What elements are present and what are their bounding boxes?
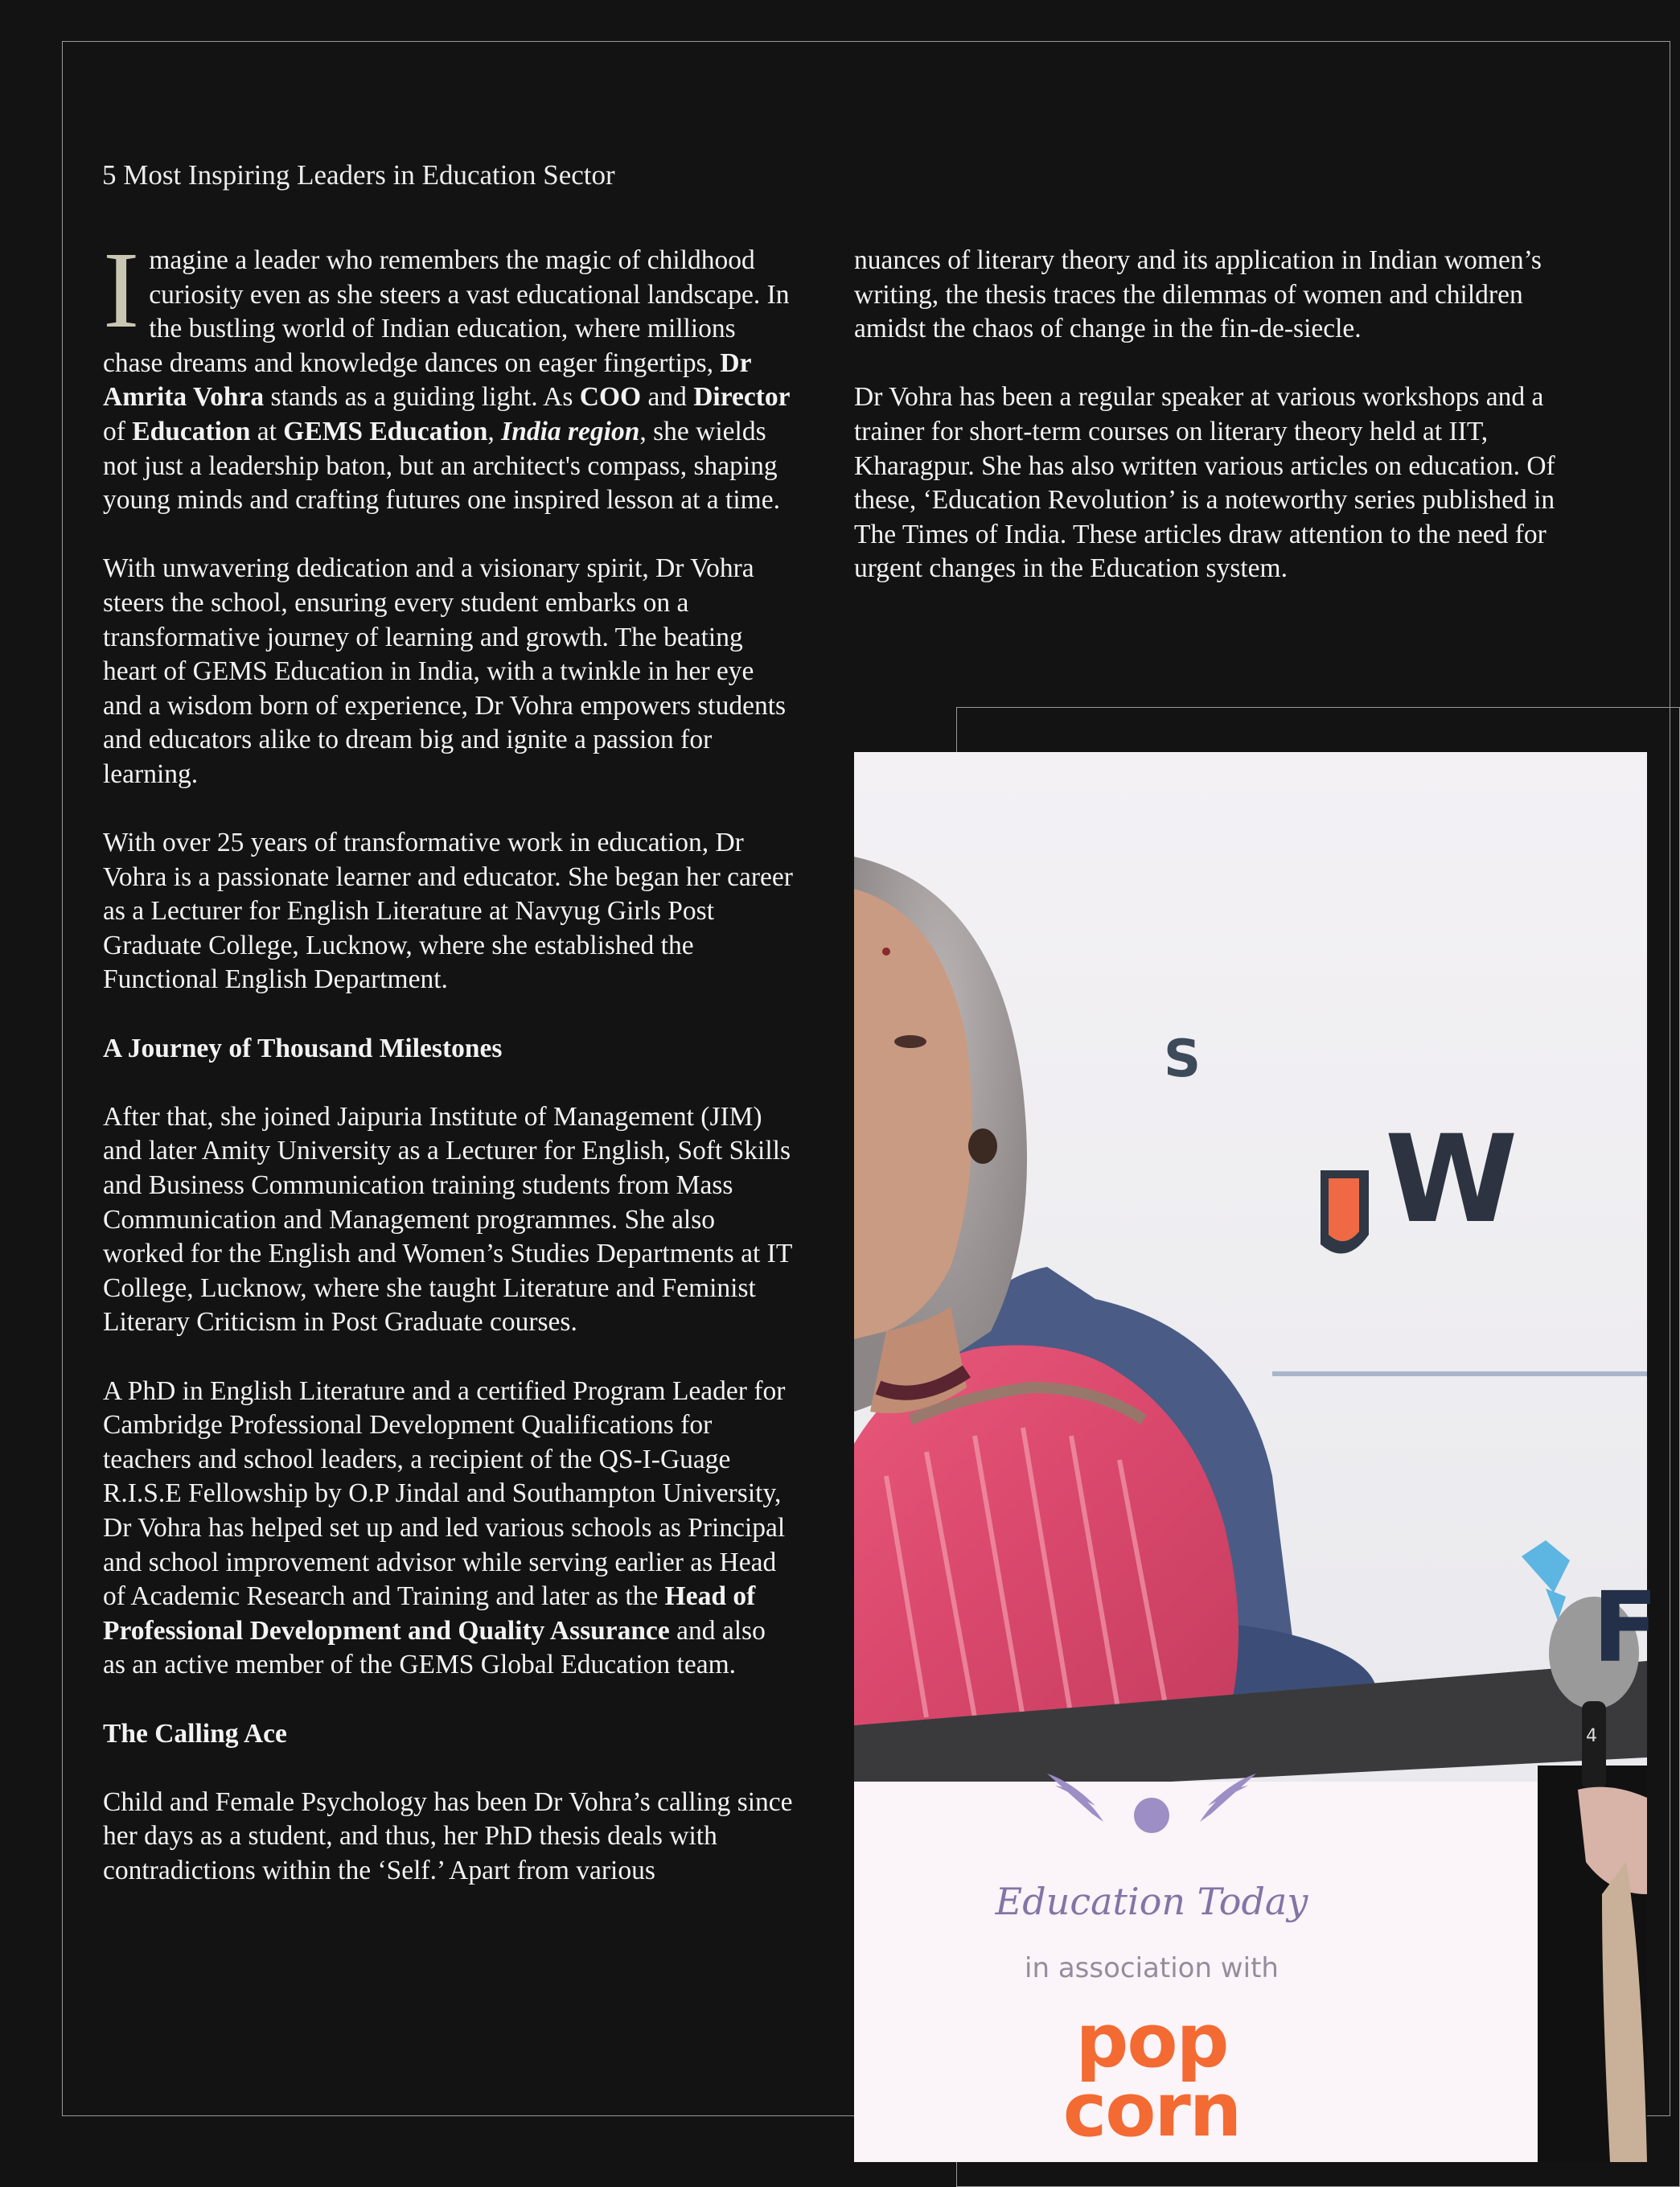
backdrop-stripe: [1272, 1371, 1647, 1376]
article-column-right: [854, 244, 1562, 621]
role-director: Director: [693, 382, 791, 413]
podium-sponsor: [999, 1998, 1304, 2153]
leader-photo: [854, 752, 1658, 2162]
photo-illustration: [854, 752, 1647, 2162]
paragraph-5-text: and also as an active member of the GEMS Global Education team.: [103, 1615, 766, 1680]
organization-name: GEMS Education: [283, 416, 488, 446]
paragraph-5-text: A PhD in English Literature and a certified Program Leader for Cambridge Professional Development Qualifications for teachers and school leaders, a recipient of the QS-I-Guage R.I.S.E Fellowship by O.P Jindal and Southampton University, Dr Vohra has helped set up and led various schools as Principal and school improvement advisor while serving earlier as Head of Academic Research and Training and later as the: [103, 1375, 786, 1612]
backdrop-letter-s: S: [1164, 1030, 1201, 1089]
role-education: Education: [132, 416, 251, 446]
intro-text: stands as a guiding light. As: [264, 382, 580, 413]
paragraph-2: With unwavering dedication and a visionary spirit, Dr Vohra steers the school, ensuring every student embarks on a transformative journey of learning and growth. The beating heart of GEMS Education in India, with a twinkle in her eye and a wisdom born of experience, Dr Vohra empowers students and educators alike to dream big and ignite a passion for learning.: [103, 553, 787, 789]
paragraph-5: [103, 1375, 795, 1683]
sponsor-line-1: pop: [1075, 1998, 1228, 2084]
paragraph-8: Dr Vohra has been a regular speaker at various workshops and a trainer for short-term courses on literary theory held at IIT, Kharagpur. She has also written various articles on education. Of these, ‘Education Revolution’ is a noteworthy series published in The Times of India. These articles draw attention to the need for urgent changes in the Education system.: [854, 382, 1555, 584]
region-name: India region: [501, 416, 640, 446]
intro-paragraph: [103, 230, 795, 518]
intro-text: magine a leader who remembers the magic of childhood curiosity even as she steers a vast educational landscape. In the bustling world of Indian education, where millions chase dreams and knowledge dances on eager fingertips,: [103, 245, 790, 378]
earring: [968, 1128, 997, 1164]
backdrop-letter-f: F: [1592, 1572, 1658, 1684]
bindi: [882, 948, 890, 956]
drop-cap: I: [103, 230, 140, 351]
paragraph-3: With over 25 years of transformative work in education, Dr Vohra is a passionate learner and educator. She began her career as a Lecturer for English Literature at Navyug Girls Post Graduate College, Lucknow, where she established the Functional English Department.: [103, 828, 793, 995]
subheading-journey: A Journey of Thousand Milestones: [103, 1033, 503, 1063]
leader-name: Dr Amrita Vohra: [103, 347, 751, 413]
paragraph-6: Child and Female Psychology has been Dr Vohra’s calling since her days as a student, and thus, her PhD thesis deals with contradictions within the ‘Self.’ Apart from various: [103, 1786, 793, 1885]
subheading-calling-ace: The Calling Ace: [103, 1718, 287, 1749]
eye: [894, 1035, 926, 1048]
sponsor-line-2: corn: [1062, 2067, 1241, 2153]
podium-brand: Education Today: [995, 1880, 1308, 1923]
intro-text: and: [641, 382, 694, 413]
intro-text: , she wields not just a leadership baton, but an architect's compass, shaping young minds and crafting futures one inspired lesson at a time.: [103, 416, 780, 516]
intro-text: at: [250, 416, 284, 446]
intro-text: ,: [487, 416, 502, 446]
article-column-left: [103, 230, 795, 1922]
role-head-pd-qa: Head of Professional Development and Quality Assurance: [103, 1581, 756, 1646]
backdrop-letter-w: W: [1385, 1110, 1518, 1250]
globe-icon: [1134, 1798, 1169, 1833]
paragraph-7: nuances of literary theory and its application in Indian women’s writing, the thesis traces the dilemmas of women and children amidst the chaos of change in the fin-de-siecle.: [854, 245, 1542, 344]
intro-text: of: [103, 416, 133, 446]
section-header: 5 Most Inspiring Leaders in Education Sector: [102, 159, 615, 191]
podium-association: in association with: [1025, 1952, 1279, 1984]
role-coo: COO: [579, 382, 642, 413]
microphone-number: 4: [1586, 1726, 1597, 1746]
paragraph-4: After that, she joined Jaipuria Institute of Management (JIM) and later Amity University as a Lecturer for English, Soft Skills and Business Communication training students from Mass Communication and Management programmes. She also worked for the English and Women’s Studies Departments at IT College, Lucknow, where she taught Literature and Feminist Literary Criticism in Post Graduate courses.: [103, 1101, 792, 1338]
